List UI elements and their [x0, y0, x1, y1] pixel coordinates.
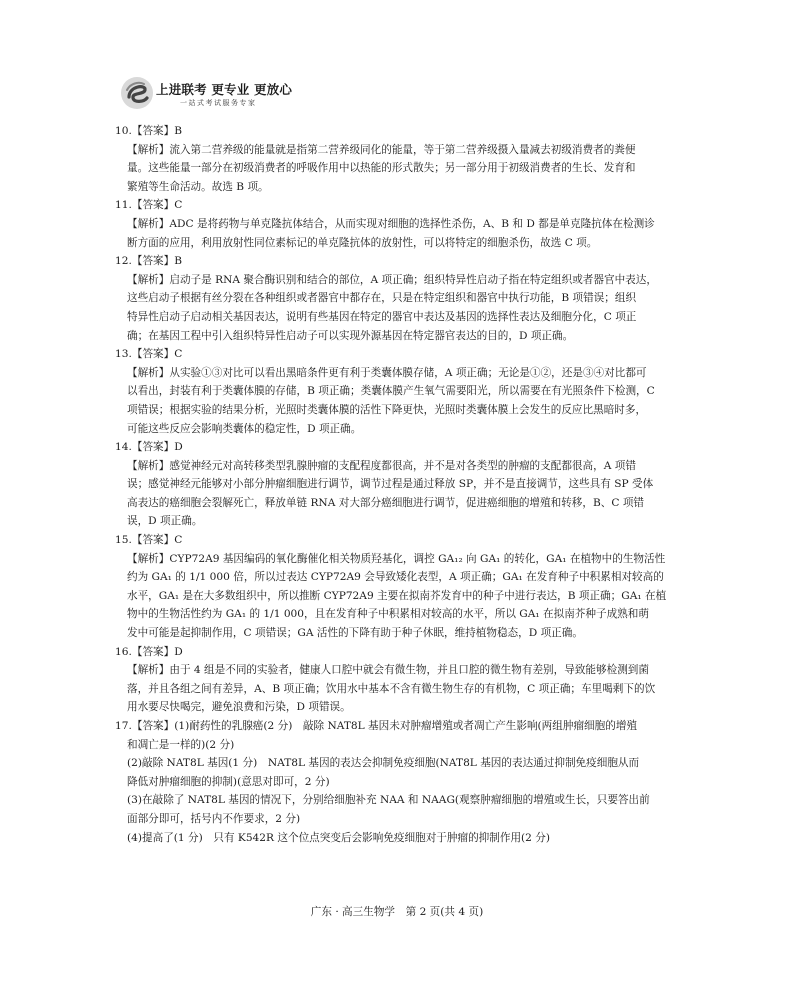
answer-text-line: 降低对肿瘤细胞的抑制)(意思对即可，2 分)	[127, 775, 330, 788]
answer-text-line: 误，D 项正确。	[127, 515, 203, 528]
question-answer-line: 17.【答案】(1)耐药性的乳腺癌(2 分) 敲除 NAT8L 基因未对肿瘤增殖或者凋亡产生影响(两组肿瘤细胞的增殖	[115, 720, 638, 732]
answer-text-line: 发中可能是起抑制作用，C 项错误；GA 活性的下降有助于种子休眠，维持植物稳态，D 项正确。	[127, 627, 583, 640]
answer-text-line: 水平，GA₁ 是在大多数组织中，所以推断 CYP72A9 主要在拟南芥发育中的种子中进行表达，B 项正确；GA₁ 在植	[127, 589, 667, 602]
answer-text-line: (3)在敲除了 NAT8L 基因的情况下，分别给细胞补充 NAA 和 NAAG(观察肿瘤细胞的增殖或生长，只要答出前	[127, 794, 650, 807]
question-answer-line: 16.【答案】D	[115, 645, 183, 658]
answer-text-line: 约为 GA₁ 的 1/1 000 倍，所以过表达 CYP72A9 会导致矮化表型，A 项正确；GA₁ 在发育种子中积累相对较高的	[127, 571, 664, 584]
answer-key-body	[115, 122, 700, 847]
answer-text-line: 【解析】由于 4 组是不同的实验者，健康人口腔中就会有微生物，并且口腔的微生物有差别，导致能够检测到菌	[127, 664, 649, 677]
answer-text-line: (4)提高了(1 分) 只有 K542R 这个位点突变后会影响免疫细胞对于肿瘤的抑制作用(2 分)	[127, 831, 551, 844]
answer-text-line: 用水要尽快喝完，避免浪费和污染，D 项错误。	[127, 701, 351, 714]
page-header	[120, 76, 370, 112]
page-footer: 广东 · 高三生物学 第 2 页(共 4 页)	[310, 906, 484, 918]
question-answer-line: 14.【答案】D	[115, 441, 183, 454]
answer-text-line: 这些启动子根据有丝分裂在各种组织或者器官中都存在，只是在特定组织和器官中执行功能，B 项错误；组织	[127, 292, 637, 305]
question-answer-line: 11.【答案】C	[115, 199, 183, 212]
answer-text-line: (2)敲除 NAT8L 基因(1 分) NAT8L 基因的表达会抑制免疫细胞(NAT8L 基因的表达通过抑制免疫细胞从而	[127, 757, 640, 770]
answer-text-line: 【解析】流入第二营养级的能量就是指第二营养级同化的能量，等于第二营养级摄入量减去初级消费者的粪便	[127, 143, 636, 156]
answer-text-line: 断方面的应用，利用放射性同位素标记的单克隆抗体的放射性，可以将特定的细胞杀伤，故选 C 项。	[127, 236, 598, 249]
answer-text-line: 物中的生物活性约为 GA₁ 的 1/1 000，且在发育种子中积累相对较高的水平，所以 GA₁ 在拟南芥种子成熟和萌	[127, 608, 649, 621]
question-answer-line: 13.【答案】C	[115, 348, 183, 361]
answer-text-line: 【解析】CYP72A9 基因编码的氧化酶催化相关物质羟基化，调控 GA₁₂ 向 GA₁ 的转化，GA₁ 在植物中的生物活性	[127, 552, 666, 565]
answer-text-line: 【解析】ADC 是将药物与单克隆抗体结合，从而实现对细胞的选择性杀伤，A、B 和 D 都是单克隆抗体在检测诊	[127, 217, 655, 230]
answer-text-line: 和凋亡是一样的)(2 分)	[127, 738, 235, 751]
answer-text-line: 可能这些反应会影响类囊体的稳定性，D 项正确。	[127, 422, 362, 435]
answer-text-line: 确；在基因工程中引入组织特异性启动子可以实现外源基因在特定器官表达的目的，D 项正确。	[127, 329, 574, 342]
brand-subtitle: 一站式考试服务专家	[180, 99, 257, 107]
answer-text-line: 【解析】从实验①③对比可以看出黑暗条件更有利于类囊体膜存储，A 项正确；无论是①②，还是③④对比都可	[127, 366, 647, 379]
answer-text-line: 繁殖等生命活动。故选 B 项。	[127, 180, 269, 193]
answer-text-line: 项错误；根据实验的结果分析，光照时类囊体膜的活性下降更快，光照时类囊体膜上会发生的反应比黑暗时多，	[127, 403, 647, 416]
brand-logo-icon	[120, 76, 154, 110]
answer-text-line: 落，并且各组之间有差异，A、B 项正确；饮用水中基本不含有微生物生存的有机物，C 项正确；车里喝剩下的饮	[127, 682, 656, 695]
answer-text-line: 面部分即可，括号内不作要求，2 分)	[127, 812, 301, 825]
brand-slogan: 上进联考 更专业 更放心	[156, 82, 293, 97]
answer-text-line: 【解析】感觉神经元对高转移类型乳腺肿瘤的支配程度都很高，并不是对各类型的肿瘤的支配都很高，A 项错	[127, 459, 636, 472]
question-answer-line: 12.【答案】B	[115, 255, 183, 268]
answer-text-line: 量。这些能量一部分在初级消费者的呼吸作用中以热能的形式散失；另一部分用于初级消费者的生长、发育和	[127, 162, 636, 175]
question-answer-line: 10.【答案】B	[115, 125, 183, 137]
answer-text-line: 特异性启动子启动相关基因表达，说明有些基因在特定的器官中表达及基因的选择性表达及细胞分化，C 项正	[127, 310, 637, 323]
answer-text-line: 【解析】启动子是 RNA 聚合酶识别和结合的部位，A 项正确；组织特异性启动子指在特定组织或者器官中表达，	[127, 273, 657, 286]
answer-text-line: 高表达的癌细胞会裂解死亡，释放单链 RNA 对大部分癌细胞进行调节，促进癌细胞的增殖和转移，B、C 项错	[127, 496, 645, 509]
question-answer-line: 15.【答案】C	[115, 534, 183, 547]
answer-text-line: 以看出，封装有利于类囊体膜的存储，B 项正确；类囊体膜产生氧气需要阳光，所以需要在有光照条件下检测，C	[127, 385, 655, 398]
answer-text-line: 误；感觉神经元能够对小部分肿瘤细胞进行调节，调节过程是通过释放 SP，并不是直接调节，这些具有 SP 受体	[127, 478, 654, 491]
